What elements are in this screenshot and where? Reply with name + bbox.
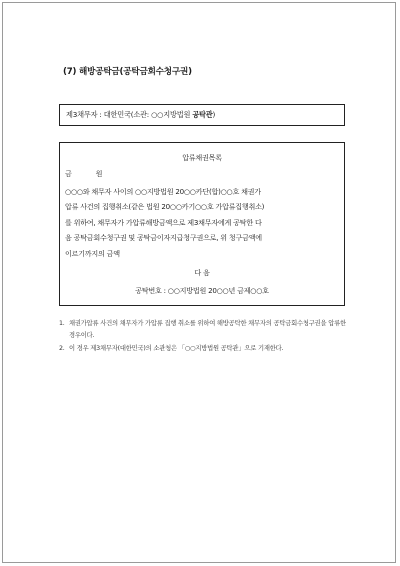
claim-description (65, 184, 340, 261)
section-heading: (7) 해방공탁금(공탁금회수청구권) (63, 67, 192, 77)
third-debtor-box (59, 104, 345, 126)
claim-line: 를 위하여, 채무자가 가압류해방금액으로 제3채무자에게 공탁한 다 (65, 217, 262, 227)
note-number: 2. (59, 345, 65, 353)
deposit-number: 공탁번호 : ○○지방법원 20○○년 금제○○호 (135, 286, 269, 295)
note-text: 이 경우 제3채무자(대한민국)의 소관청은 「○○지방법원 공탁관」으로 기재한다. (69, 345, 284, 353)
note-text: 채권가압류 사건의 채무자가 가압류 집행 취소를 위하여 해방공탁한 채무자의 공탁금회수청구권을 압류한 경우이다. (69, 320, 346, 339)
claim-line: ○○○와 채무자 사이의 ○○지방법원 20○○카단(합)○○호 채권가 (65, 187, 261, 196)
third-debtor-office: 공탁관 (192, 110, 213, 119)
notes (59, 318, 349, 357)
claim-line: 이르기까지의 금액 (65, 248, 120, 258)
third-debtor-text: 제3채무자 : 대한민국(소관: ○○지방법원 (66, 110, 193, 119)
document-page (2, 2, 396, 563)
third-debtor-suffix: ) (212, 110, 216, 119)
list-title: 압류채권목록 (182, 153, 222, 162)
claim-line: 음 공탁금회수청구권 및 공탁금이자지급청구권으로, 위 청구금액에 (65, 233, 262, 243)
claim-line: 압류 사건의 집행취소(같은 법원 20○○카기○○호 가압류집행취소) (65, 202, 265, 212)
below-label: 다 음 (194, 268, 210, 277)
note-item (59, 343, 349, 355)
claim-amount-label: 금 원 (65, 169, 103, 178)
note-item (59, 318, 349, 341)
note-number: 1. (59, 320, 65, 327)
seizure-claim-list (59, 142, 345, 306)
